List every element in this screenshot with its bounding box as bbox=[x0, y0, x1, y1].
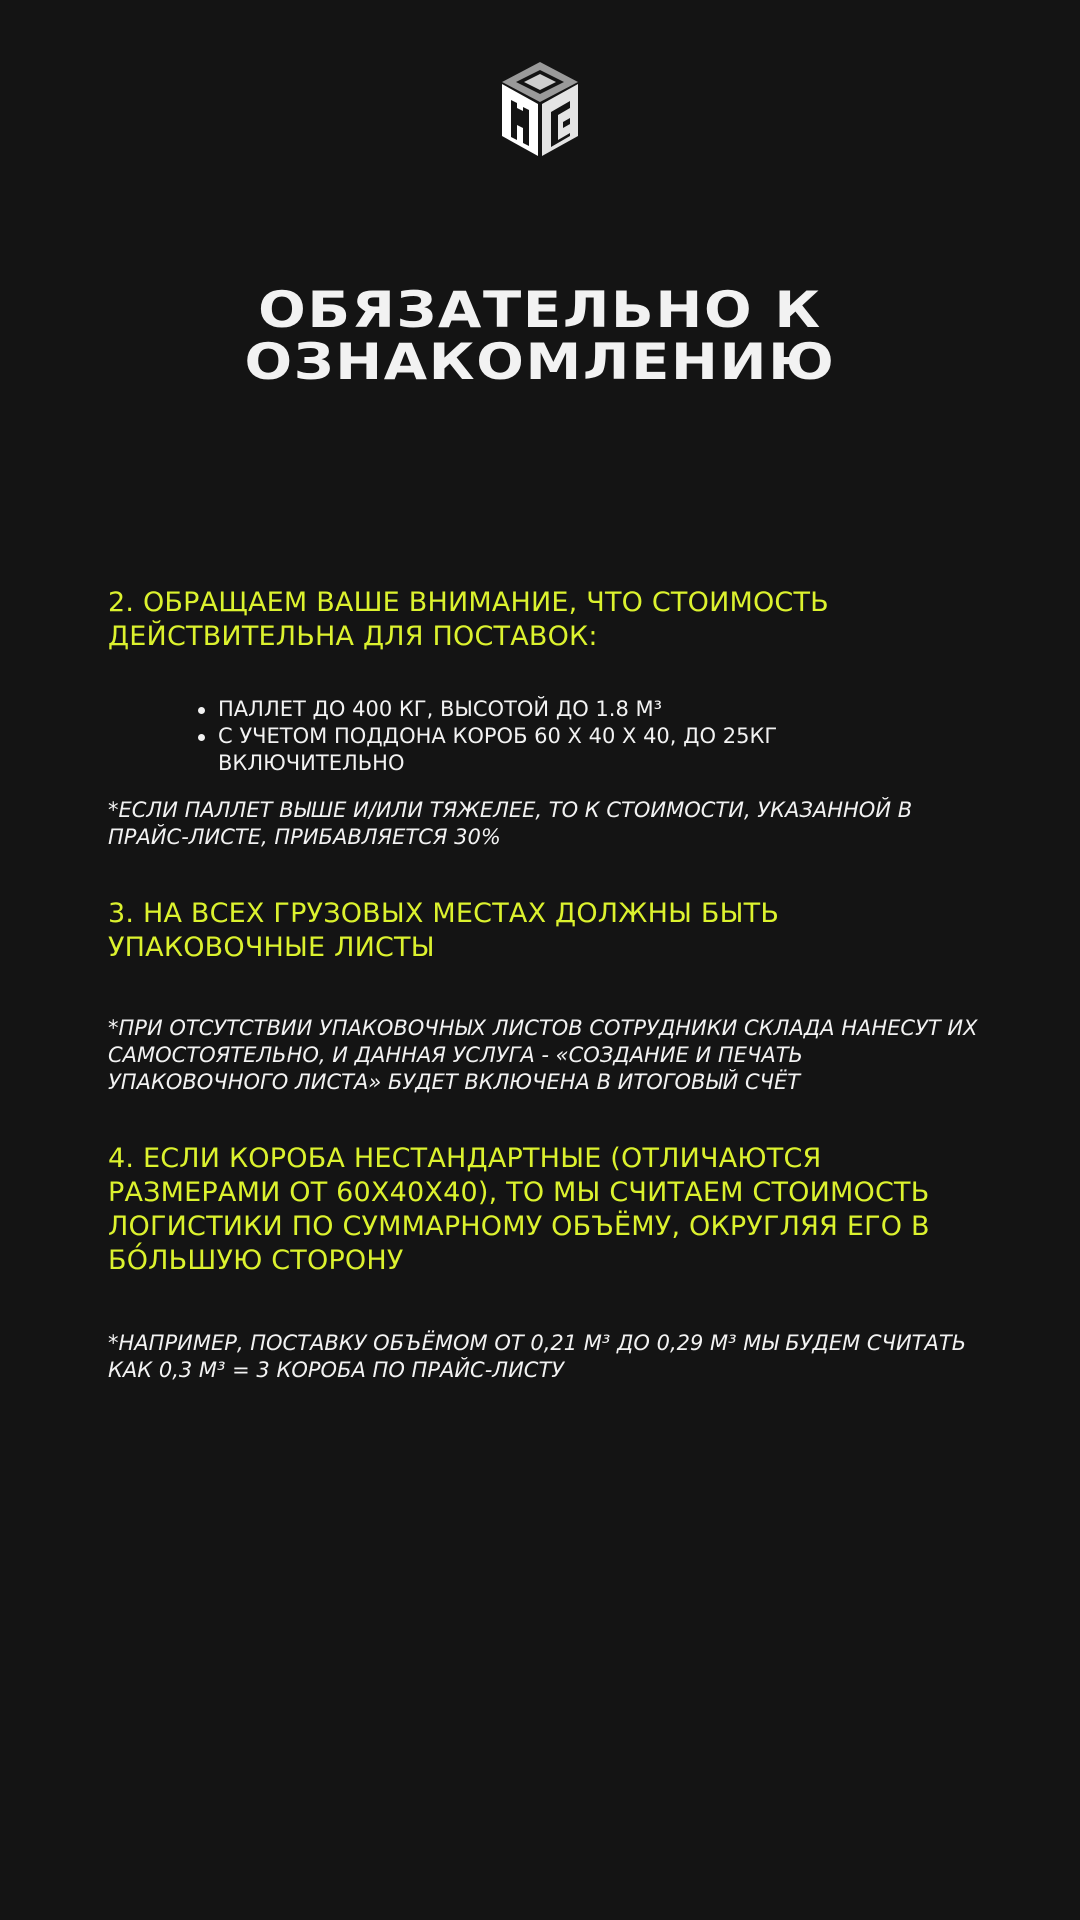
section-2-bullet-list bbox=[108, 696, 988, 777]
section-4-note: *НАПРИМЕР, ПОСТАВКУ ОБЪЁМОМ ОТ 0,21 М³ ДО 0,29 М³ МЫ БУДЕМ СЧИТАТЬ КАК 0,3 М³ = 3 КОРОБА ПО ПРАЙС-ЛИСТУ bbox=[108, 1331, 967, 1382]
title-line-1: ОБЯЗАТЕЛЬНО К bbox=[258, 281, 822, 339]
page-title bbox=[0, 281, 1080, 391]
cube-logo-icon bbox=[494, 60, 586, 158]
content bbox=[108, 586, 988, 1384]
section-2-heading: 2. ОБРАЩАЕМ ВАШЕ ВНИМАНИЕ, ЧТО СТОИМОСТЬ ДЕЙСТВИТЕЛЬНА ДЛЯ ПОСТАВОК: bbox=[108, 587, 829, 652]
list-item: ПАЛЛЕТ ДО 400 КГ, ВЫСОТОЙ ДО 1.8 М³ bbox=[218, 696, 988, 723]
title-line-2: ОЗНАКОМЛЕНИЮ bbox=[244, 333, 836, 391]
section-3-note: *ПРИ ОТСУТСТВИИ УПАКОВОЧНЫХ ЛИСТОВ СОТРУДНИКИ СКЛАДА НАНЕСУТ ИХ САМОСТОЯТЕЛЬНО, И ДАННАЯ УСЛУГА - «СОЗДАНИЕ И ПЕЧАТЬ УПАКОВОЧНОГО ЛИСТА» БУДЕТ ВКЛЮЧЕНА В ИТОГОВЫЙ СЧЁТ bbox=[108, 1016, 978, 1094]
section-2-note: *ЕСЛИ ПАЛЛЕТ ВЫШЕ И/ИЛИ ТЯЖЕЛЕЕ, ТО К СТОИМОСТИ, УКАЗАННОЙ В ПРАЙС-ЛИСТЕ, ПРИБАВЛЯЕТСЯ 30% bbox=[108, 798, 913, 849]
section-4-heading: 4. ЕСЛИ КОРОБА НЕСТАНДАРТНЫЕ (ОТЛИЧАЮТСЯ РАЗМЕРАМИ ОТ 60Х40Х40), ТО МЫ СЧИТАЕМ СТОИМОСТЬ ЛОГИСТИКИ ПО СУММАРНОМУ ОБЪЁМУ, ОКРУГЛЯЯ ЕГО В БО́ЛЬШУЮ СТОРОНУ bbox=[108, 1143, 930, 1276]
list-item: С УЧЕТОМ ПОДДОНА КОРОБ 60 Х 40 Х 40, ДО 25КГ ВКЛЮЧИТЕЛЬНО bbox=[218, 723, 988, 777]
section-3-heading: 3. НА ВСЕХ ГРУЗОВЫХ МЕСТАХ ДОЛЖНЫ БЫТЬ УПАКОВОЧНЫЕ ЛИСТЫ bbox=[108, 898, 780, 963]
brand-logo bbox=[494, 60, 586, 158]
